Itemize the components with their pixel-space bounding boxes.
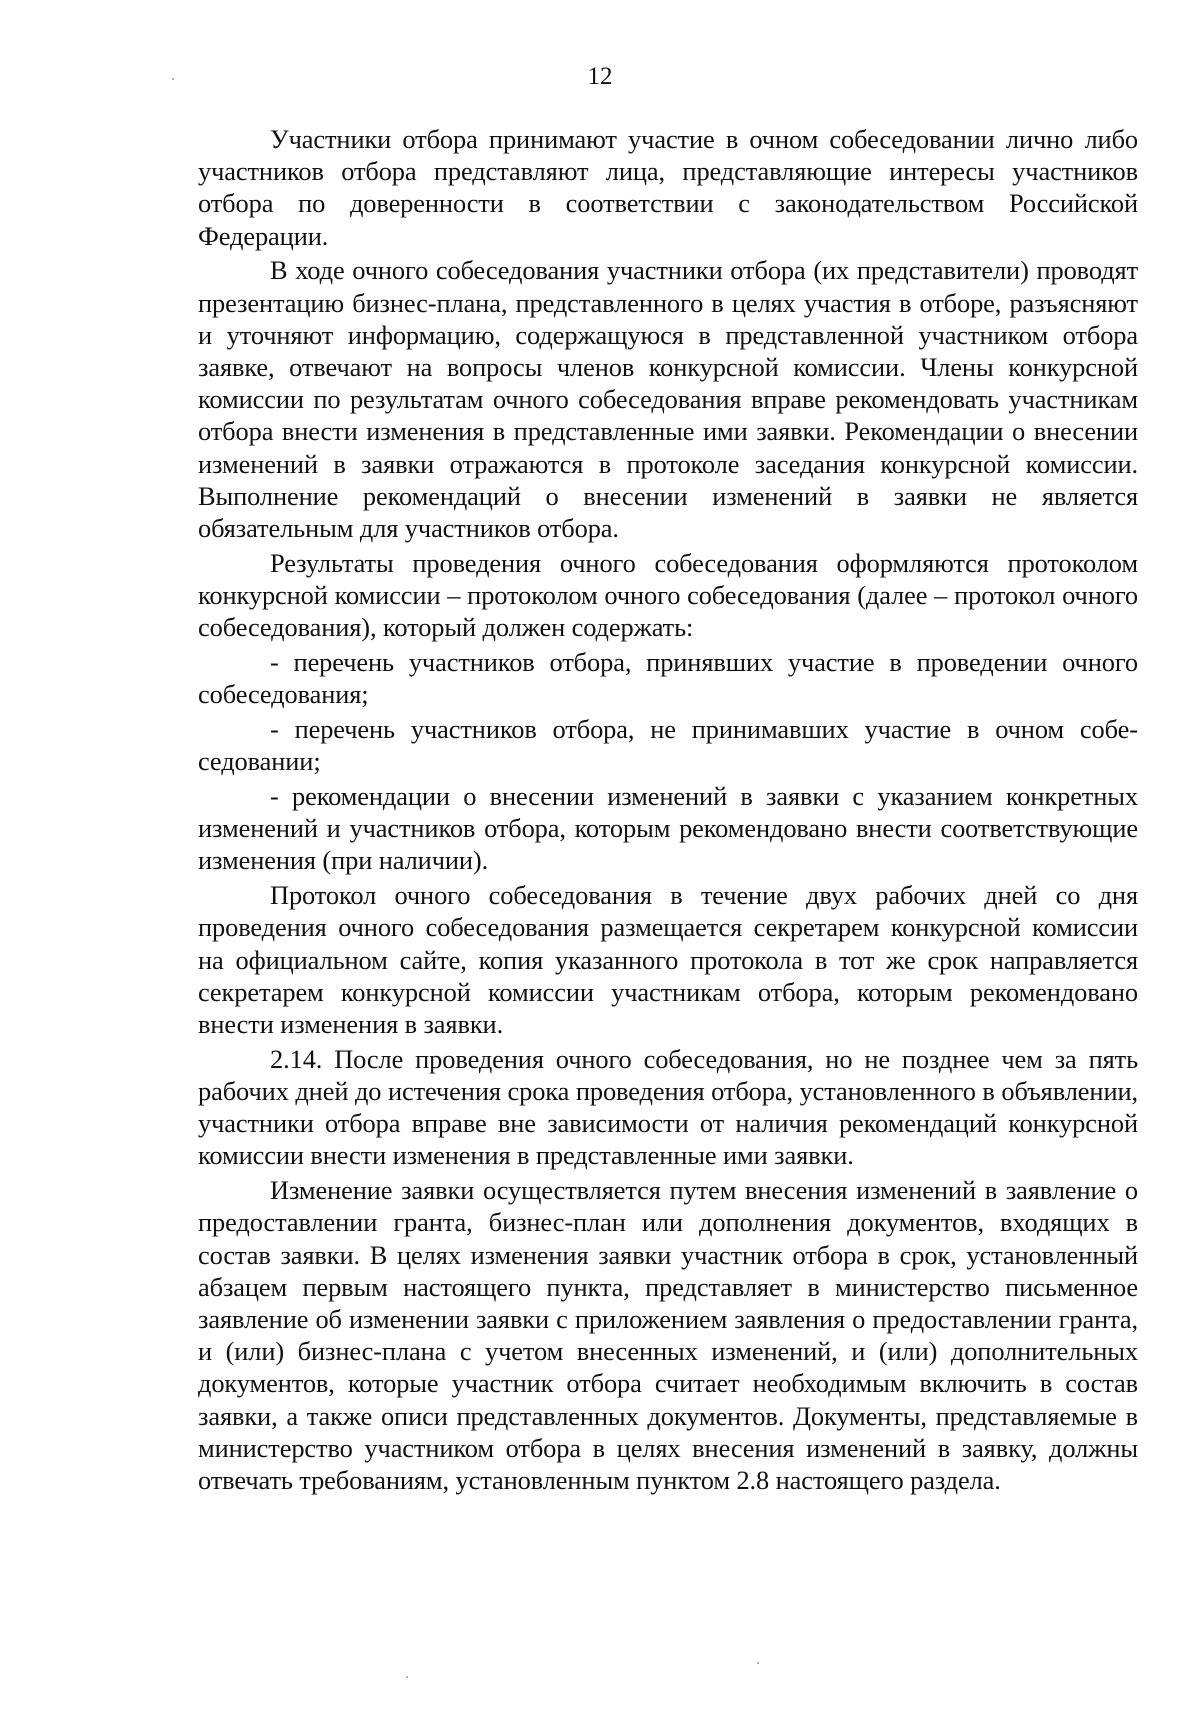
paragraph-section-2-14: 2.14. После проведения очного собеседования, но не позднее чем за пять рабочих дней до истечения срока проведения отбора, установленного в объявлении, участники отбора вправе вне зависимости от наличия рекомендаций конкурсной комиссии внести изменения в представленные ими заявки. <box>198 1043 1138 1171</box>
paragraph-application-change: Изменение заявки осуществляется путем внесения изменений в заявление о предоставлении гранта, бизнес-план или дополнения документов, входящих в состав заявки. В целях изменения заявки участник отбора в срок, установленный абзацем первым настоящего пункта, представляет в министерство письменное заявление об изменении заявки с приложением заявления о предоставлении гранта, и (или) бизнес-плана с учетом внесенных изменений, и (или) дополнительных документов, которые участник отбора считает необходимым включить в состав заявки, а также описи представленных документов. Документы, представляемые в министерство участником отбора в целях внесения изменений в заявку, должны отвечать требованиям, установленным пунктом 2.8 настоящего раздела. <box>198 1175 1138 1496</box>
list-item-attended: - перечень участников отбора, принявших участие в проведении очного собеседования; <box>198 647 1138 710</box>
scan-speck <box>757 1662 759 1664</box>
scan-speck <box>172 78 174 80</box>
paragraph-participation: Участники отбора принимают участие в очном собеседовании лично либо участников отбора представляют лица, представляющие интересы участников отбора по доверенности в соответствии с законодательством Российской Федерации. <box>198 124 1138 251</box>
list-item-not-attended: - перечень участников отбора, не принимавших участие в очном собеседовании; <box>198 714 1138 777</box>
page-number: 12 <box>587 63 613 90</box>
paragraph-interview-procedure: В ходе очного собеседования участники отбора (их представители) проводят презентацию бизнес-плана, представленного в целях участия в отборе, разъясняют и уточняют информацию, содержащуюся в представленной участником отбора заявке, отвечают на вопросы членов конкурсной комиссии. Члены конкурсной комиссии по результатам очного собеседования вправе рекомендовать участникам отбора внести изменения в представленные ими заявки. Рекомендации о внесении изменений в заявки отражаются в протоколе заседания конкурсной комиссии. Выполнение рекомендаций о внесении изменений в заявки не является обязательным для участников отбора. <box>198 255 1138 544</box>
scan-speck <box>406 1676 408 1678</box>
document-body <box>198 123 1138 1499</box>
paragraph-interview-results: Результаты проведения очного собеседования оформляются протоколом конкурсной комиссии – протоколом очного собеседования (далее – протокол очного собеседования), который должен содержать: <box>198 547 1138 643</box>
list-item-recommendations: - рекомендации о внесении изменений в заявки с указанием конкретных изменений и участников отбора, которым рекомендовано внести соответствующие изменения (при наличии). <box>198 781 1138 876</box>
paragraph-protocol-publication: Протокол очного собеседования в течение двух рабочих дней со дня проведения очного собеседования размещается секретарем конкурсной комиссии на официальном сайте, копия указанного протокола в тот же срок направляется секретарем конкурсной комиссии участникам отбора, которым рекомендовано внести изменения в заявки. <box>198 880 1138 1040</box>
